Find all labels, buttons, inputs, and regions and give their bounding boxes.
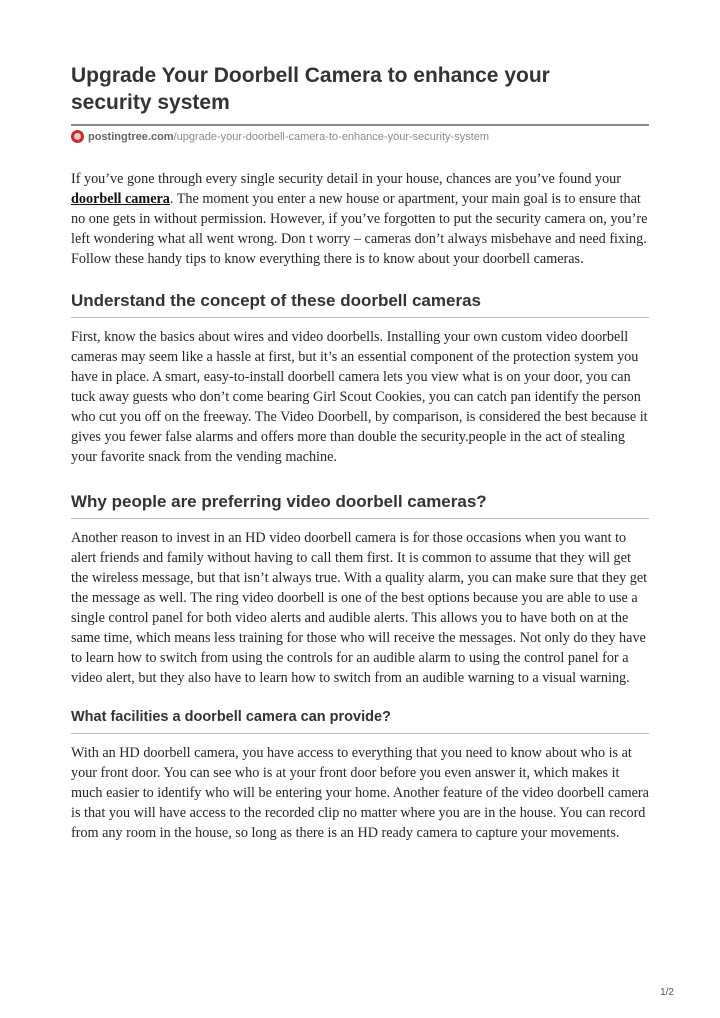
source-domain[interactable]: postingtree.com	[88, 130, 174, 143]
section-body-facilities: With an HD doorbell camera, you have access to everything that you need to know about who is at your front door. You can see who is at your front door before you even answer it, which makes it much easier to identify who will be entering your home. Another feature of the video doorbell camera is that you will have access to the recorded clip no matter where you are in the house. You can record from any room in the house, so long as there is an HD ready camera to capture your movements.	[71, 745, 649, 841]
intro-text-after: . The moment you enter a new house or apartment, your main goal is to ensure that no one gets in without permission. However, if you’ve forgotten to put the security camera on, you’re left wondering what all went wrong. Don t worry – cameras don’t always misbehave and need fixing. Follow these handy tips to know everything there is to know about your doorbell cameras.	[71, 191, 648, 267]
page-number: 1/2	[660, 987, 674, 998]
section-body-preferring: Another reason to invest in an HD video doorbell camera is for those occasions when you want to alert friends and family without having to call them first. It is common to assume that they will get the wireless message, but that isn’t always true. With a quality alarm, you can make sure that they get the message as well. The ring video doorbell is one of the best options because you are able to use a single control panel for both video alerts and audible alerts. This allows you to have both on at the same time, which means less training for those who will receive the messages. Not only do they have to learn how to switch from using the controls for an audible alarm to using the control panel for a video alert, but they also have to learn how to switch from an audible warning to a visual warning.	[71, 530, 648, 686]
section-body-concept: First, know the basics about wires and video doorbells. Installing your own custom video doorbell cameras may seem like a hassle at first, but it’s an essential component of the protection system you have in place. A smart, easy-to-install doorbell camera lets you view what is on your door, you can tuck away guests who don’t come bearing Girl Scout Cookies, you can catch pan identify the person who cut you off on the freeway. The Video Doorbell, by comparison, is considered the best because it gives you fewer false alarms and offers more than double the security.people in the act of stealing your favorite snack from the vending machine.	[71, 329, 648, 465]
site-logo-icon	[71, 130, 84, 143]
intro-text-before: If you’ve gone through every single security detail in your house, chances are you’ve found your	[71, 171, 621, 187]
section-heading-concept: Understand the concept of these doorbell cameras	[71, 290, 649, 318]
page-title: Upgrade Your Doorbell Camera to enhance your security system	[71, 64, 550, 114]
document-page	[71, 62, 649, 843]
section-heading-facilities: What facilities a doorbell camera can provide?	[71, 707, 649, 734]
intro-paragraph	[71, 169, 649, 269]
source-path[interactable]: /upgrade-your-doorbell-camera-to-enhance-your-security-system	[173, 130, 490, 143]
doorbell-camera-link[interactable]: doorbell camera	[71, 191, 170, 207]
source-link[interactable]	[88, 131, 489, 143]
section-heading-preferring: Why people are preferring video doorbell cameras?	[71, 491, 649, 519]
source-bar	[71, 124, 649, 143]
